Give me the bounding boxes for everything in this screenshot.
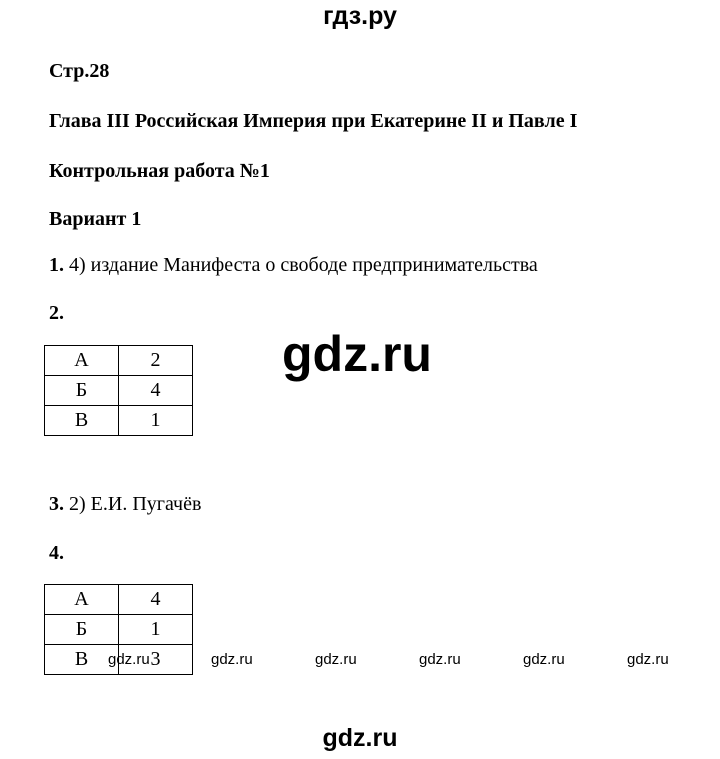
chapter-title: Глава III Российская Империя при Екатерине II и Павле I — [49, 110, 578, 132]
watermark-row-item: gdz.ru — [108, 651, 150, 668]
watermark-row-item: gdz.ru — [627, 651, 669, 668]
answer-1-number: 1. — [49, 254, 64, 276]
table-cell-value: 4 — [119, 585, 193, 615]
watermark-center: gdz.ru — [282, 326, 432, 382]
answer-1 — [49, 254, 538, 277]
answer-2-table — [44, 345, 193, 436]
answer-4-number: 4. — [49, 542, 64, 564]
answer-2 — [49, 302, 64, 325]
table-row — [45, 376, 193, 406]
watermark-row-item: gdz.ru — [211, 651, 253, 668]
watermark-row-item: gdz.ru — [315, 651, 357, 668]
answer-3 — [49, 493, 201, 516]
table-cell-letter: Б — [45, 376, 119, 406]
table-cell-value: 4 — [119, 376, 193, 406]
answer-3-number: 3. — [49, 493, 64, 515]
table-row — [45, 585, 193, 615]
watermark-bottom: gdz.ru — [322, 724, 398, 752]
table-cell-value: 3 — [119, 645, 193, 675]
page-label: Стр.28 — [49, 60, 110, 82]
table-cell-letter: А — [45, 585, 119, 615]
table-cell-letter: Б — [45, 615, 119, 645]
variant-label: Вариант 1 — [49, 208, 142, 230]
answer-1-text: 4) издание Манифеста о свободе предпринимательства — [69, 254, 538, 276]
watermark-row-item: gdz.ru — [523, 651, 565, 668]
answer-4 — [49, 542, 64, 565]
watermark-row-item: gdz.ru — [419, 651, 461, 668]
answer-2-number: 2. — [49, 302, 64, 324]
table-cell-letter: А — [45, 346, 119, 376]
table-row — [45, 615, 193, 645]
table-cell-letter: В — [45, 406, 119, 436]
table-cell-value: 1 — [119, 406, 193, 436]
table-cell-value: 1 — [119, 615, 193, 645]
table-row — [45, 406, 193, 436]
table-cell-letter: В — [45, 645, 119, 675]
test-title: Контрольная работа №1 — [49, 160, 270, 182]
table-cell-value: 2 — [119, 346, 193, 376]
answer-3-text: 2) Е.И. Пугачёв — [69, 493, 202, 515]
watermark-top: гдз.ру — [323, 2, 397, 30]
table-row — [45, 346, 193, 376]
